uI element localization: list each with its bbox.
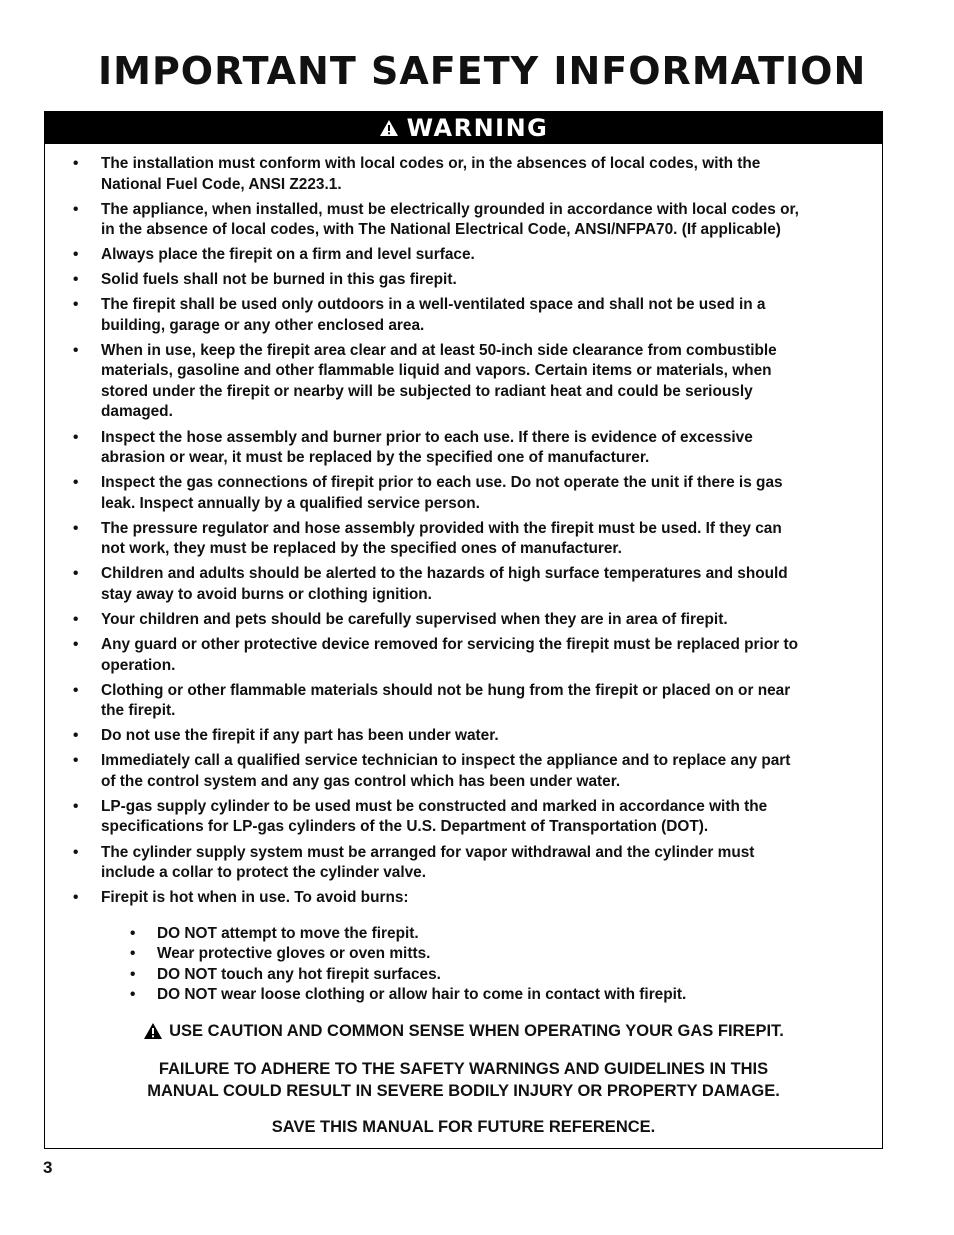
warning-bullet-item: [45, 726, 882, 747]
bullet-dot: •: [130, 965, 136, 983]
warning-header: [45, 112, 882, 144]
bullet-text-line: Do not use the firepit if any part has been under water.: [101, 727, 499, 745]
bullet-text-line: leak. Inspect annually by a qualified service person.: [101, 494, 480, 512]
bullet-text-line: The pressure regulator and hose assembly provided with the firepit must be used. If they can: [101, 519, 782, 537]
page-title: IMPORTANT SAFETY INFORMATION: [98, 49, 867, 93]
warning-bullet-item: [45, 519, 882, 560]
burn-prevention-item: [45, 944, 882, 964]
bullet-text-line: in the absence of local codes, with The National Electrical Code, ANSI/NFPA70. (If applicable): [101, 221, 781, 239]
warning-bullet-item: [45, 428, 882, 469]
bullet-text-line: of the control system and any gas control which has been under water.: [101, 772, 621, 790]
warning-label: WARNING: [406, 114, 549, 142]
bullet-text-line: Firepit is hot when in use. To avoid burns:: [101, 889, 409, 907]
failure-line: MANUAL COULD RESULT IN SEVERE BODILY INJURY OR PROPERTY DAMAGE.: [147, 1082, 780, 1100]
caution-triangle-icon: [143, 1022, 163, 1040]
bullet-text-line: When in use, keep the firepit area clear and at least 50-inch side clearance from combustible: [101, 341, 777, 359]
warning-bullet-item: [45, 843, 882, 884]
caution-line: [45, 1020, 882, 1042]
warning-bullet-item: [45, 473, 882, 514]
warning-bullet-item: [45, 564, 882, 605]
warning-bullet-item: [45, 797, 882, 838]
bullet-text-line: abrasion or wear, it must be replaced by the specified one of manufacturer.: [101, 449, 650, 467]
bullet-dot: •: [73, 843, 79, 861]
bullet-text-line: Any guard or other protective device removed for servicing the firepit must be replaced prior to: [101, 636, 799, 654]
failure-line: FAILURE TO ADHERE TO THE SAFETY WARNINGS AND GUIDELINES IN THIS: [158, 1060, 769, 1078]
bullet-dot: •: [130, 945, 136, 963]
warning-triangle-icon: [379, 119, 399, 137]
bullet-text-line: operation.: [101, 656, 176, 674]
bullet-dot: •: [73, 271, 79, 289]
page-number: 3: [43, 1158, 53, 1177]
bullet-text-line: Solid fuels shall not be burned in this gas firepit.: [101, 271, 457, 289]
failure-warning: [45, 1058, 882, 1102]
bullet-text-line: The firepit shall be used only outdoors in a well-ventilated space and shall not be used in a: [101, 296, 766, 314]
bullet-text-line: Always place the firepit on a firm and level surface.: [101, 246, 475, 264]
sub-bullet-text: DO NOT attempt to move the firepit.: [157, 925, 419, 942]
bullet-text-line: not work, they must be replaced by the specified ones of manufacturer.: [101, 540, 622, 558]
warning-box: [44, 111, 883, 1149]
bullet-text-line: building, garage or any other enclosed area.: [101, 316, 425, 334]
warning-bullet-item: [45, 154, 882, 195]
warning-bullet-item: [45, 295, 882, 336]
bullet-text-line: The installation must conform with local codes or, in the absences of local codes, with the: [101, 155, 761, 172]
bullet-dot: •: [73, 474, 79, 492]
burn-prevention-item: [45, 924, 882, 944]
warning-bullet-item: [45, 888, 882, 909]
bullet-text-line: Inspect the hose assembly and burner prior to each use. If there is evidence of excessive: [101, 428, 753, 446]
bullet-text-line: materials, gasoline and other flammable liquid and vapors. Certain items or materials, when: [101, 362, 772, 380]
sub-bullet-text: DO NOT wear loose clothing or allow hair to come in contact with firepit.: [157, 985, 687, 1003]
warning-bullet-item: [45, 270, 882, 291]
bullet-text-line: include a collar to protect the cylinder valve.: [101, 864, 427, 881]
bullet-dot: •: [73, 727, 79, 745]
bullet-text-line: Your children and pets should be carefully supervised when they are in area of firepit.: [101, 610, 728, 628]
bullet-dot: •: [73, 636, 79, 654]
bullet-dot: •: [73, 889, 79, 907]
sub-bullet-text: DO NOT touch any hot firepit surfaces.: [157, 965, 441, 983]
bullet-text-line: damaged.: [101, 403, 173, 421]
warning-bullet-item: [45, 200, 882, 241]
bullet-text-line: The cylinder supply system must be arranged for vapor withdrawal and the cylinder must: [101, 843, 755, 861]
warning-bullet-item: [45, 681, 882, 722]
bullet-text-line: Children and adults should be alerted to the hazards of high surface temperatures and should: [101, 565, 788, 583]
bullet-text-line: the firepit.: [101, 702, 176, 720]
burn-prevention-item: [45, 985, 882, 1005]
save-manual-note: SAVE THIS MANUAL FOR FUTURE REFERENCE.: [271, 1118, 656, 1136]
bullet-dot: •: [73, 341, 79, 359]
bullet-dot: •: [73, 565, 79, 583]
bullet-dot: •: [73, 752, 79, 770]
bullet-dot: •: [73, 296, 79, 314]
sub-bullet-text: Wear protective gloves or oven mitts.: [157, 945, 431, 963]
bullet-dot: •: [73, 246, 79, 264]
bullet-text-line: The appliance, when installed, must be electrically grounded in accordance with local codes or,: [101, 200, 799, 218]
bullet-text-line: Immediately call a qualified service technician to inspect the appliance and to replace any part: [101, 752, 791, 770]
bullet-dot: •: [130, 985, 136, 1003]
bullet-text-line: LP-gas supply cylinder to be used must be constructed and marked in accordance with the: [101, 797, 768, 815]
bullet-dot: •: [73, 428, 79, 446]
burn-prevention-list: [45, 924, 882, 1005]
bullet-text-line: National Fuel Code, ANSI Z223.1.: [101, 175, 342, 193]
warning-bullet-item: [45, 635, 882, 676]
warning-bullet-list: [45, 154, 882, 913]
bullet-text-line: Clothing or other flammable materials should not be hung from the firepit or placed on or near: [101, 681, 791, 699]
bullet-dot: •: [73, 519, 79, 537]
burn-prevention-item: [45, 965, 882, 985]
bullet-dot: •: [73, 681, 79, 699]
bullet-text-line: stay away to avoid burns or clothing ignition.: [101, 585, 432, 603]
bullet-text-line: specifications for LP-gas cylinders of the U.S. Department of Transportation (DOT).: [101, 818, 709, 836]
bullet-dot: •: [73, 200, 79, 218]
warning-bullet-item: [45, 341, 882, 423]
bullet-text-line: Inspect the gas connections of firepit prior to each use. Do not operate the unit if there is gas: [101, 474, 783, 492]
warning-bullet-item: [45, 610, 882, 631]
warning-bullet-item: [45, 751, 882, 792]
bullet-dot: •: [73, 155, 79, 172]
warning-bullet-item: [45, 245, 882, 266]
bullet-dot: •: [130, 925, 136, 942]
bullet-dot: •: [73, 797, 79, 815]
bullet-text-line: stored under the firepit or nearby will be subjected to radiant heat and could be seriously: [101, 382, 753, 400]
caution-text: USE CAUTION AND COMMON SENSE WHEN OPERATING YOUR GAS FIREPIT.: [169, 1022, 784, 1040]
bullet-dot: •: [73, 610, 79, 628]
